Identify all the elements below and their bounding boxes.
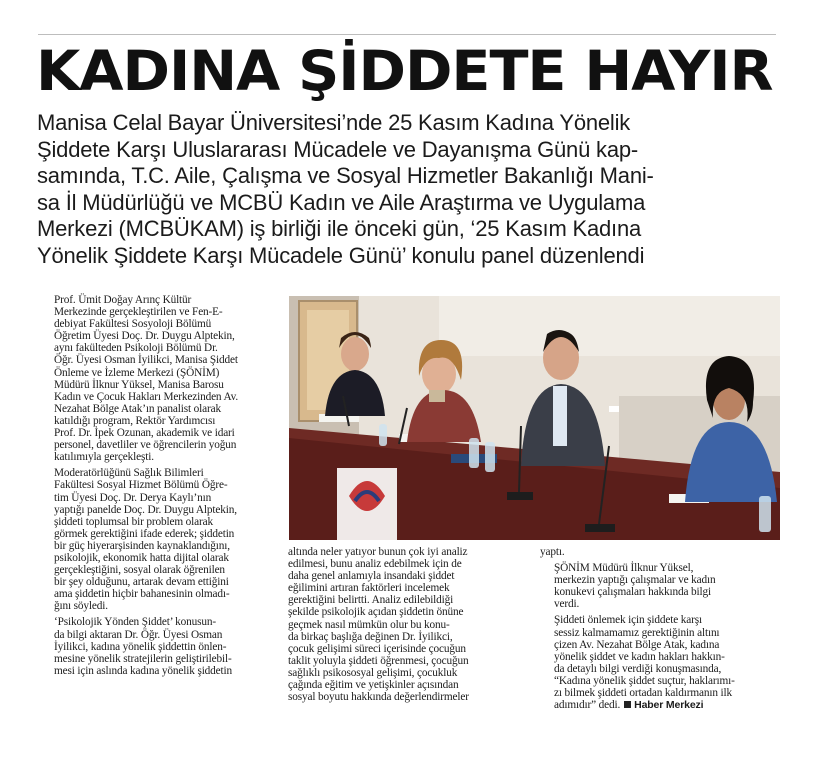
headline: KADINA ŞİDDETE HAYIR — [36, 39, 773, 103]
text-line: edilmesi, bunu analiz edebilmek için de — [288, 558, 462, 571]
article-column-3 — [540, 546, 785, 711]
text-line: Merkezinde gerçekleştirilen ve Fen-E- — [54, 306, 223, 319]
text-line: sosyal boyutu hakkında değerlendirmeler — [288, 691, 469, 704]
text-line: da bilgi aktaran Dr. Öğr. Üyesi Osman — [54, 628, 223, 641]
text-line: ŞÖNİM Müdürü İlknur Yüksel, — [554, 562, 694, 575]
text-line: Nezahat Bölge Atak’ın panalist olarak — [54, 402, 221, 415]
text-line: çizen Av. Nezahat Bölge Atak, kadına — [554, 638, 720, 651]
text-line: merkezin yaptığı çalışmalar ve kadın — [554, 574, 716, 587]
deck-line: Merkezi (MCBÜKAM) iş birliği ile önceki gün, ‘25 Kasım Kadına — [37, 216, 642, 241]
text-line: altında neler yatıyor bunun çok iyi analiz — [288, 546, 468, 558]
text-line: eğilimini artıran faktörleri incelemek — [288, 582, 450, 595]
text-line: çocuk gelişimi süreci içerisinde çocuğun — [288, 642, 466, 655]
text-line: ama şiddetin hiçbir bahanesinin olmadı- — [54, 588, 230, 601]
paragraph — [40, 294, 280, 463]
deck-line: sa İl Müdürlüğü ve MCBÜ Kadın ve Aile Araştırma ve Uygulama — [37, 189, 646, 215]
text-line: debiyat Fakültesi Sosyoloji Bölümü — [54, 318, 212, 331]
text-line: geçmek nasıl mümkün olur bu konu- — [288, 618, 450, 631]
text-line: da birkaç başlığa değinen Dr. İyilikci, — [288, 630, 453, 643]
text-line: yaptığı panelde Doç. Dr. Duygu Alptekin, — [54, 503, 237, 516]
text-line: adımıdır” dedi. — [554, 699, 621, 712]
text-line: Müdürü İlknur Yüksel, Manisa Barosu — [54, 378, 224, 391]
text-line: Moderatörlüğünü Sağlık Bilimleri — [54, 467, 204, 480]
text-line: şekilde psikolojik açıdan şiddetin önüne — [288, 606, 464, 619]
text-line: Öğretim Üyesi Doç. Dr. Duygu Alptekin, — [54, 330, 235, 343]
text-line: ğını söyledi. — [54, 600, 108, 613]
text-line: şiddeti toplumsal bir problem olarak — [54, 515, 214, 528]
text-line: mesine yönelik stratejilerin geliştirilebil- — [54, 652, 232, 665]
top-rule — [38, 34, 776, 35]
deck-line: Şiddete Karşı Uluslararası Mücadele ve Dayanışma Günü kap- — [37, 136, 639, 162]
text-line: daha genel anlamıyla insandaki şiddet — [288, 570, 455, 583]
text-line: zı bilmek şiddeti ortadan kaldırmanın ilk — [554, 687, 733, 700]
square-bullet-icon — [624, 701, 631, 708]
paragraph — [288, 546, 533, 703]
text-line: katılımıyla gerçekleşti. — [54, 451, 154, 464]
text-line: yönelik şiddet ve kadın hakları hakkın- — [554, 650, 725, 663]
text-line: gerektiğini belirtti. Analiz edilebildiği — [288, 594, 454, 607]
text-line: personel, davetliler ve öğrencilerin yoğun — [54, 439, 237, 452]
text-line-with-signature — [540, 699, 785, 711]
deck-line: samında, T.C. Aile, Çalışma ve Sosyal Hizmetler Bakanlığı Mani- — [37, 163, 654, 188]
text-line: gerçekleştiğini, sosyal olarak öğrenilen — [54, 564, 225, 577]
panel-photo — [289, 296, 780, 540]
text-line: konukevi çalışmaları hakkında bilgi — [554, 586, 711, 599]
text-line: ‘Psikolojik Yönden Şiddet’ konusun- — [54, 616, 217, 629]
text-line: Prof. Dr. İpek Ozunan, akademik ve idari — [54, 427, 235, 440]
text-line: mesi için aslında kadına yönelik şiddetin — [54, 664, 233, 677]
text-line: Fakültesi Sosyal Hizmet Bölümü Öğre- — [54, 479, 228, 492]
text-line: görmek gerektiğini ifade ederek; şiddetin — [54, 527, 235, 540]
text-line: katıldığı program, Rektör Yardımcısı — [54, 414, 216, 427]
article-column-1 — [40, 294, 280, 677]
text-line: da detaylı bilgi verdiği konuşmasında, — [554, 662, 722, 675]
paragraph — [540, 614, 785, 711]
text-line: Prof. Ümit Doğay Arınç Kültür — [54, 294, 192, 306]
text-line: taklit yoluyla şiddeti öğrenmesi, çocuğun — [288, 654, 469, 667]
deck-line: Manisa Celal Bayar Üniversitesi’nde 25 Kasım Kadına Yönelik — [37, 110, 631, 135]
text-line: sağlıklı psikososyal gelişimi, çocukluk — [288, 666, 458, 679]
text-line: yaptı. — [540, 546, 565, 558]
text-line: psikolojik, ekonomik hatta dijital olarak — [54, 551, 229, 564]
paragraph — [40, 616, 280, 676]
text-line: sessiz kalmamamız gerektiğinin altını — [554, 626, 720, 639]
deck — [37, 110, 781, 269]
text-line: İyilikci, kadına yönelik şiddettin önlen- — [54, 640, 227, 653]
text-line: çağında eğitim ve yetişkinler açısından — [288, 679, 459, 692]
byline: Haber Merkezi — [634, 699, 704, 712]
paragraph — [540, 562, 785, 610]
text-line: tim Üyesi Doç. Dr. Derya Kaylı’nın — [54, 491, 212, 504]
deck-line: Yönelik Şiddete Karşı Mücadele Günü’ konulu panel düzenlendi — [37, 242, 645, 268]
paragraph — [40, 467, 280, 612]
paragraph — [540, 546, 785, 558]
text-line: bir güç hiyerarşisinden kaynaklandığını, — [54, 539, 230, 552]
text-line: Şiddeti önlemek için şiddete karşı — [554, 614, 703, 627]
text-line: Öğr. Üyesi Osman İyilikci, Manisa Şiddet — [54, 354, 238, 367]
text-line: Kadın ve Çocuk Hakları Merkezinden Av. — [54, 390, 239, 403]
text-line: bir şey olduğunu, artarak devam ettiğini — [54, 576, 229, 589]
text-line: “Kadına yönelik şiddet suçtur, haklarımı- — [554, 674, 735, 687]
panel-photo-illustration — [289, 296, 780, 540]
text-line: aynı fakülteden Psikoloji Bölümü Dr. — [54, 342, 218, 355]
text-line: verdi. — [554, 598, 580, 611]
article-column-2 — [288, 546, 533, 703]
text-line: Önleme ve İzleme Merkezi (ŞÖNİM) — [54, 366, 220, 379]
